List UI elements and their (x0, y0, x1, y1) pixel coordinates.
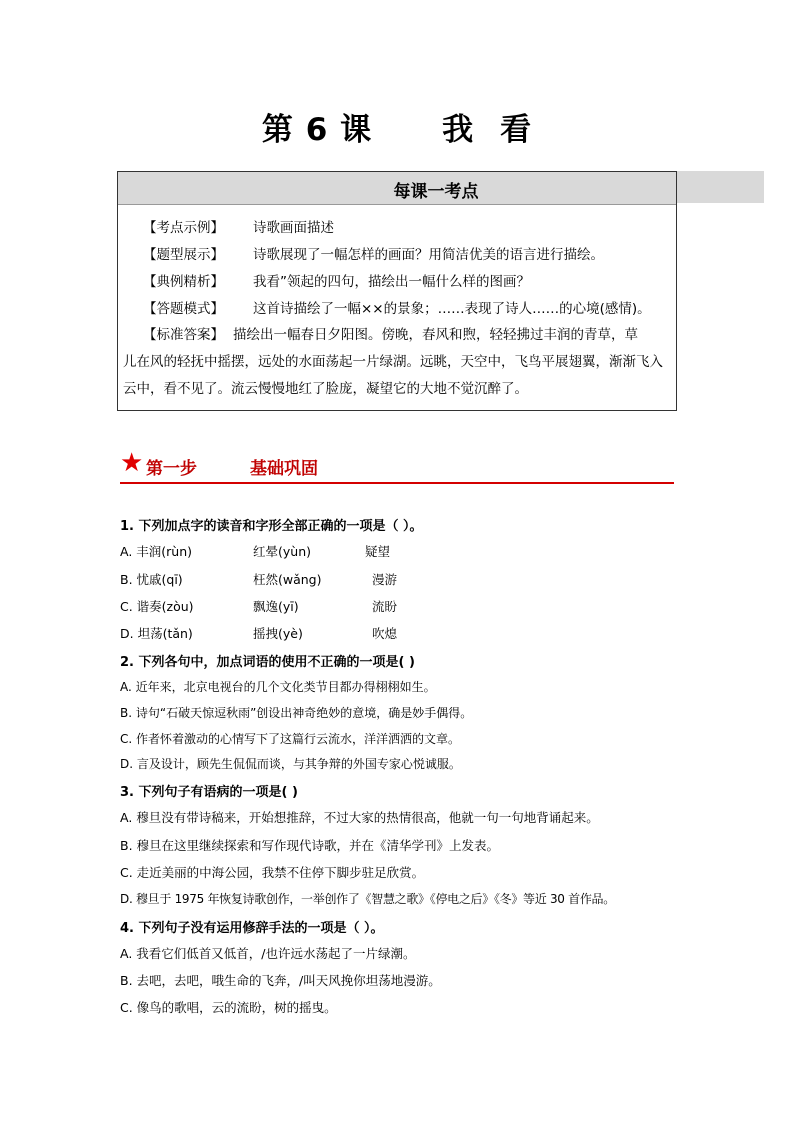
row-text: 这首诗描绘了一幅××的景象；……表现了诗人……的心境(感情)。 (253, 301, 651, 317)
q4-option-a: A. 我看它们低首又低首，/也许远水荡起了一片绿潮。 (120, 946, 416, 961)
q2-option-a: A. 近年来，北京电视台的几个文化类节目都办得栩栩如生。 (120, 680, 436, 694)
q1-option-b-word3: 漫游 (372, 572, 398, 587)
kaodian-row (143, 242, 604, 269)
q1-option-d-word3: 吹熄 (372, 626, 398, 641)
answer-line: 云中，看不见了。流云慢慢地红了脸庞，凝望它的大地不觉沉醉了。 (123, 381, 528, 397)
q4-option-b: B. 去吧，去吧，哦生命的飞奔，/叫天风挽你坦荡地漫游。 (120, 973, 441, 988)
poem-title-char-1: 我 (442, 112, 475, 148)
q3-option-d: D. 穆旦于 1975 年恢复诗歌创作，一举创作了《智慧之歌》《停电之后》《冬》等近 30 首作品。 (120, 892, 615, 906)
q3-option-c: C. 走近美丽的中海公园，我禁不住停下脚步驻足欣赏。 (120, 865, 425, 880)
answer-line: 儿在风的轻抚中摇摆，远处的水面荡起一片绿湖。远眺，天空中，飞鸟平展翅翼，渐渐飞入 (123, 354, 663, 370)
kaodian-box (117, 171, 677, 411)
question-1-stem: 1. 下列加点字的读音和字形全部正确的一项是（ ）。 (120, 519, 423, 534)
q2-option-c: C. 作者怀着激动的心情写下了这篇行云流水，洋洋洒洒的文章。 (120, 732, 461, 746)
star-icon: ★ (120, 448, 144, 478)
answer-line: 描绘出一幅春日夕阳图。傍晚，春风和煦，轻轻拂过丰润的青草，草 (233, 327, 638, 343)
q1-option-d: D. 坦荡(tǎn) (120, 626, 193, 641)
q1-option-b: B. 忧戚(qī) (120, 572, 183, 587)
row-text: 诗歌画面描述 (253, 220, 334, 236)
q3-option-a: A. 穆旦没有带诗稿来，开始想推辞，不过大家的热情很高，他就一句一句地背诵起来。 (120, 810, 599, 825)
q3-option-b: B. 穆旦在这里继续探索和写作现代诗歌，并在《清华学刊》上发表。 (120, 838, 500, 853)
row-text: 我看”领起的四句，描绘出一幅什么样的图画？ (253, 274, 530, 290)
kaodian-row (143, 215, 334, 242)
kaodian-row (143, 296, 651, 323)
q1-option-a-word2: 红晕(yùn) (253, 544, 311, 559)
q1-option-d-word2: 摇拽(yè) (253, 626, 303, 641)
kaodian-row (143, 269, 530, 296)
poem-title-char-2: 看 (500, 112, 533, 148)
q2-option-b: B. 诗句“石破天惊逗秋雨”创设出神奇绝妙的意境，确是妙手偶得。 (120, 706, 473, 720)
step-heading (120, 450, 674, 484)
q2-option-d: D. 言及设计，顾先生侃侃而谈，与其争辩的外国专家心悦诚服。 (120, 757, 461, 771)
row-label: 【题型展示】 (143, 247, 224, 263)
step-number: 第一步 (146, 459, 197, 479)
q1-option-c-word2: 飘逸(yī) (253, 599, 299, 614)
answer-label: 【标准答案】 (143, 327, 224, 343)
q1-option-a-word3: 疑望 (365, 544, 391, 559)
q4-option-c: C. 像鸟的歌唱，云的流盼，树的摇曳。 (120, 1000, 337, 1015)
standard-answer (123, 322, 675, 403)
q1-option-c-word3: 流盼 (372, 599, 398, 614)
question-2-stem: 2. 下列各句中，加点词语的使用不正确的一项是( ) (120, 655, 415, 670)
row-text: 诗歌展现了一幅怎样的画面？用简洁优美的语言进行描绘。 (253, 247, 604, 263)
row-label: 【考点示例】 (143, 220, 224, 236)
q1-option-a: A. 丰润(rùn) (120, 544, 193, 559)
q1-option-c: C. 谐奏(zòu) (120, 599, 194, 614)
step-name: 基础巩固 (250, 459, 318, 479)
q1-option-b-word2: 枉然(wǎng) (253, 572, 322, 587)
lesson-number: 第 6 课 (261, 112, 373, 148)
question-4-stem: 4. 下列句子没有运用修辞手法的一项是（ ）。 (120, 921, 384, 936)
lesson-title (0, 104, 794, 149)
kaodian-header-label: 每课一考点 (393, 182, 479, 202)
row-label: 【典例精析】 (143, 274, 224, 290)
question-3-stem: 3. 下列句子有语病的一项是( ) (120, 785, 298, 800)
row-label: 【答题模式】 (143, 301, 224, 317)
